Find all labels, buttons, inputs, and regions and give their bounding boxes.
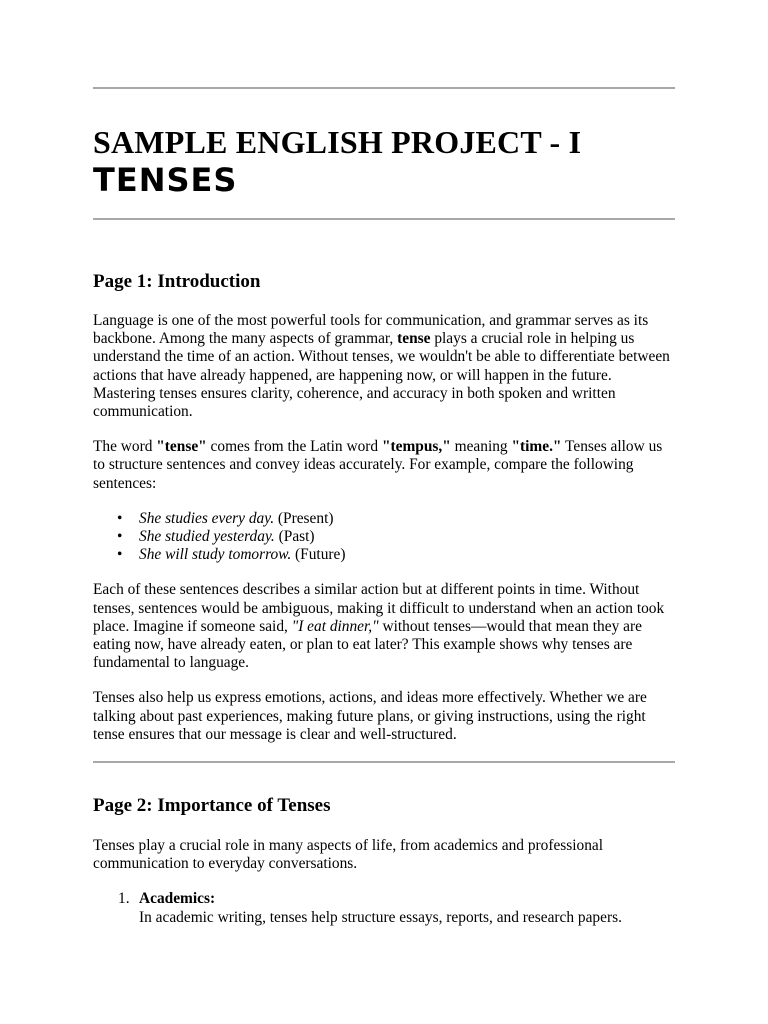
intro-paragraph-4: Tenses also help us express emotions, actions, and ideas more effectively. Whether we are talking about past experiences, making future plans, or giving instructions, using the right tense ensures that our message is clear and well-structured. (93, 689, 647, 743)
example-sentence: She studies every day. (139, 509, 275, 527)
title-subject: TENSES (93, 161, 238, 199)
text-run: Tenses allow us to structure sentences and convey ideas accurately. For example, compare the following sentences: (93, 438, 663, 492)
example-sentence: She studied yesterday. (139, 528, 275, 546)
bullet-icon: • (117, 546, 123, 564)
list-number: 1. (118, 890, 130, 908)
tense-label: (Future) (291, 546, 346, 564)
intro-paragraph-3 (93, 581, 675, 672)
title-main: SAMPLE ENGLISH PROJECT - I (93, 124, 582, 160)
text-run: without tenses—would that mean they are eating now, have already eaten, or plan to eat later? This example shows why tenses are fundamental to language. (93, 617, 642, 672)
intro-paragraph-2 (93, 438, 675, 493)
title-divider (93, 218, 675, 220)
section-heading-importance: Page 2: Importance of Tenses (93, 795, 331, 817)
top-divider (93, 87, 675, 89)
text-run: meaning (450, 438, 512, 456)
list-item (117, 509, 675, 528)
bullet-icon: • (117, 528, 123, 546)
text-run: The word (93, 438, 157, 456)
section-divider (93, 761, 675, 763)
list-item (118, 890, 675, 926)
bold-term: tense (397, 330, 431, 348)
tense-label: (Present) (274, 509, 334, 527)
example-sentence: She will study tomorrow. (139, 546, 292, 564)
list-item (117, 528, 675, 546)
bullet-icon: • (117, 509, 123, 527)
bold-term: "tempus," (381, 438, 451, 456)
section-heading-introduction: Page 1: Introduction (93, 271, 261, 292)
text-run: Each of these sentences describes a similar action but at different points in time. Without tenses, sentences would be ambiguous, making it difficult to understand when an action took place. Imagine if someone said, (93, 581, 665, 635)
list-item (117, 546, 675, 564)
text-run: plays a crucial role in helping us understand the time of an action. Without tenses, we wouldn't be able to differentiate between actions that have already happened, are happening now, or will happen in the future. Mastering tenses ensures clarity, coherence, and accuracy in both spoken and written communication. (93, 330, 670, 421)
text-run: comes from the Latin word (206, 438, 382, 456)
list-item-text: In academic writing, tenses help structure essays, reports, and research papers. (139, 908, 622, 926)
bold-term: "time." (511, 438, 562, 456)
intro-paragraph-1 (93, 312, 675, 421)
document-body (93, 87, 675, 927)
importance-paragraph-1: Tenses play a crucial role in many aspects of life, from academics and professional communication to everyday conversations. (93, 837, 604, 873)
importance-list (93, 890, 675, 926)
italic-quote: "I eat dinner," (291, 617, 379, 635)
text-run: Language is one of the most powerful tools for communication, and grammar serves as its backbone. Among the many aspects of grammar, (93, 312, 649, 348)
list-item-title: Academics: (139, 890, 216, 908)
document-title (93, 125, 675, 201)
bold-term: "tense" (156, 438, 207, 456)
example-sentences-list (93, 510, 675, 565)
tense-label: (Past) (274, 528, 315, 546)
